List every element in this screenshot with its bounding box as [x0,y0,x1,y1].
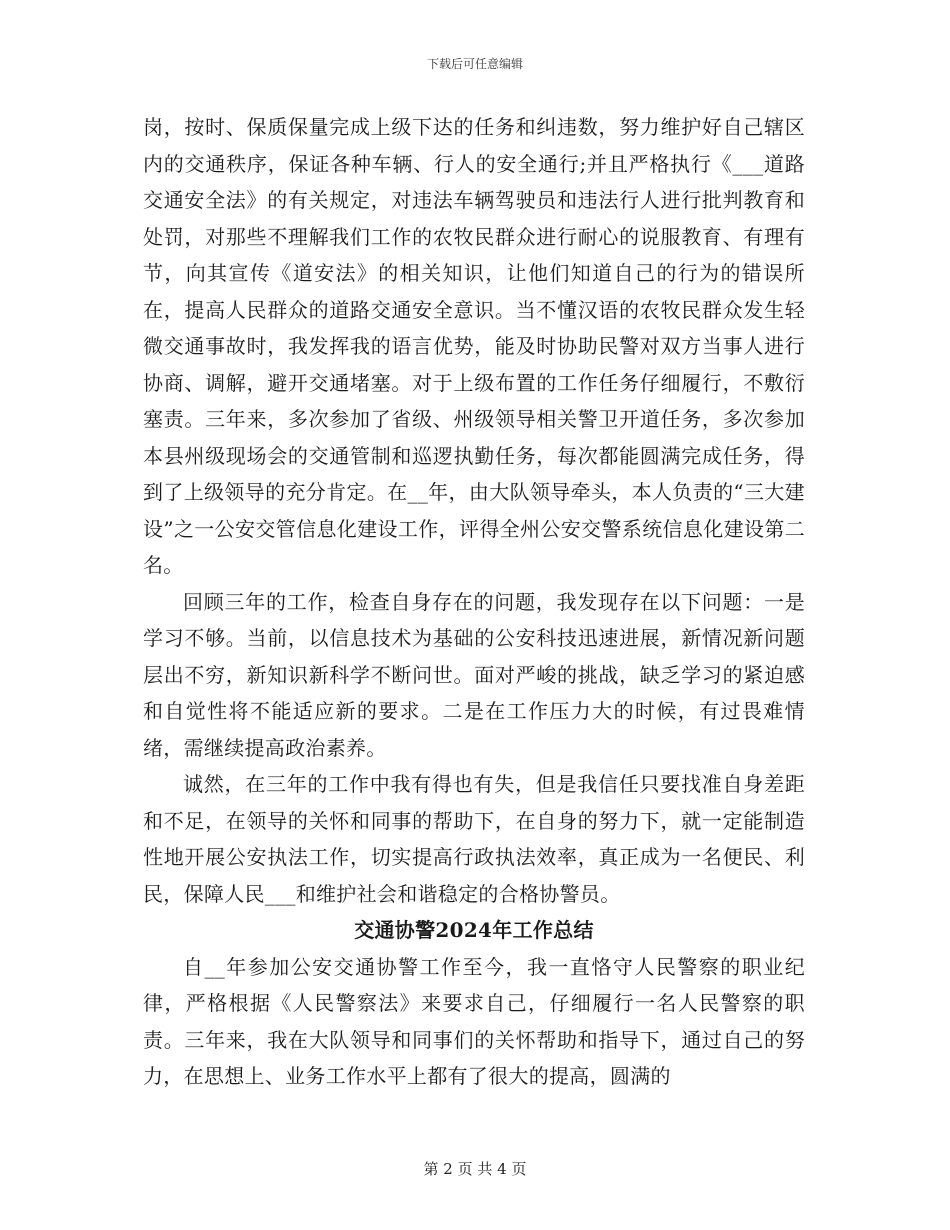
paragraph-review: 回顾三年的工作，检查自身存在的问题，我发现存在以下问题：一是学习不够。当前，以信息技术为基础的公安科技迅速进展，新情况新问题层出不穷，新知识新科学不断问世。面对严峻的挑战，缺乏学习的紧迫感和自觉性将不能适应新的要求。二是在工作压力大的时候，有过畏难情绪，需继续提高政治素养。 [143,589,805,760]
header-note: 下载后可任意编辑 [426,57,523,71]
section-title: 交通协警2024年工作总结 [354,918,594,942]
paragraph-section-intro: 自__年参加公安交通协警工作至今，我一直恪守人民警察的职业纪律，严格根据《人民警察法》来要求自己，仔细履行一名人民警察的职责。三年来，我在大队领导和同事们的关怀帮助和指导下，通过自己的努力，在思想上、业务工作水平上都有了很大的提高，圆满的 [143,954,805,1088]
paragraph-conclusion: 诚然，在三年的工作中我有得也有失，但是我信任只要找准自身差距和不足，在领导的关怀和同事的帮助下，在自身的努力下，就一定能制造性地开展公安执法工作，切实提高行政执法效率，真正成为一名便民、利民，保障人民___和维护社会和谐稳定的合格协警员。 [143,772,805,906]
document-body [143,109,805,1095]
paragraph-continuation: 岗，按时、保质保量完成上级下达的任务和纠违数，努力维护好自己辖区内的交通秩序，保证各种车辆、行人的安全通行;并且严格执行《___道路交通安全法》的有关规定，对违法车辆驾驶员和违法行人进行批判教育和处罚，对那些不理解我们工作的农牧民群众进行耐心的说服教育、有理有节，向其宣传《道安法》的相关知识，让他们知道自己的行为的错误所在，提高人民群众的道路交通安全意识。当不懂汉语的农牧民群众发生轻微交通事故时，我发挥我的语言优势，能及时协助民警对双方当事人进行协商、调解，避开交通堵塞。对于上级布置的工作任务仔细履行，不敷衍塞责。三年来，多次参加了省级、州级领导相关警卫开道任务，多次参加本县州级现场会的交通管制和巡逻执勤任务，每次都能圆满完成任务，得到了上级领导的充分肯定。在__年，由大队领导牵头，本人负责的“三大建设”之一公安交管信息化建设工作，评得全州公安交警系统信息化建设第二名。 [143,115,805,577]
page-number: 第 2 页 共 4 页 [423,1160,527,1178]
